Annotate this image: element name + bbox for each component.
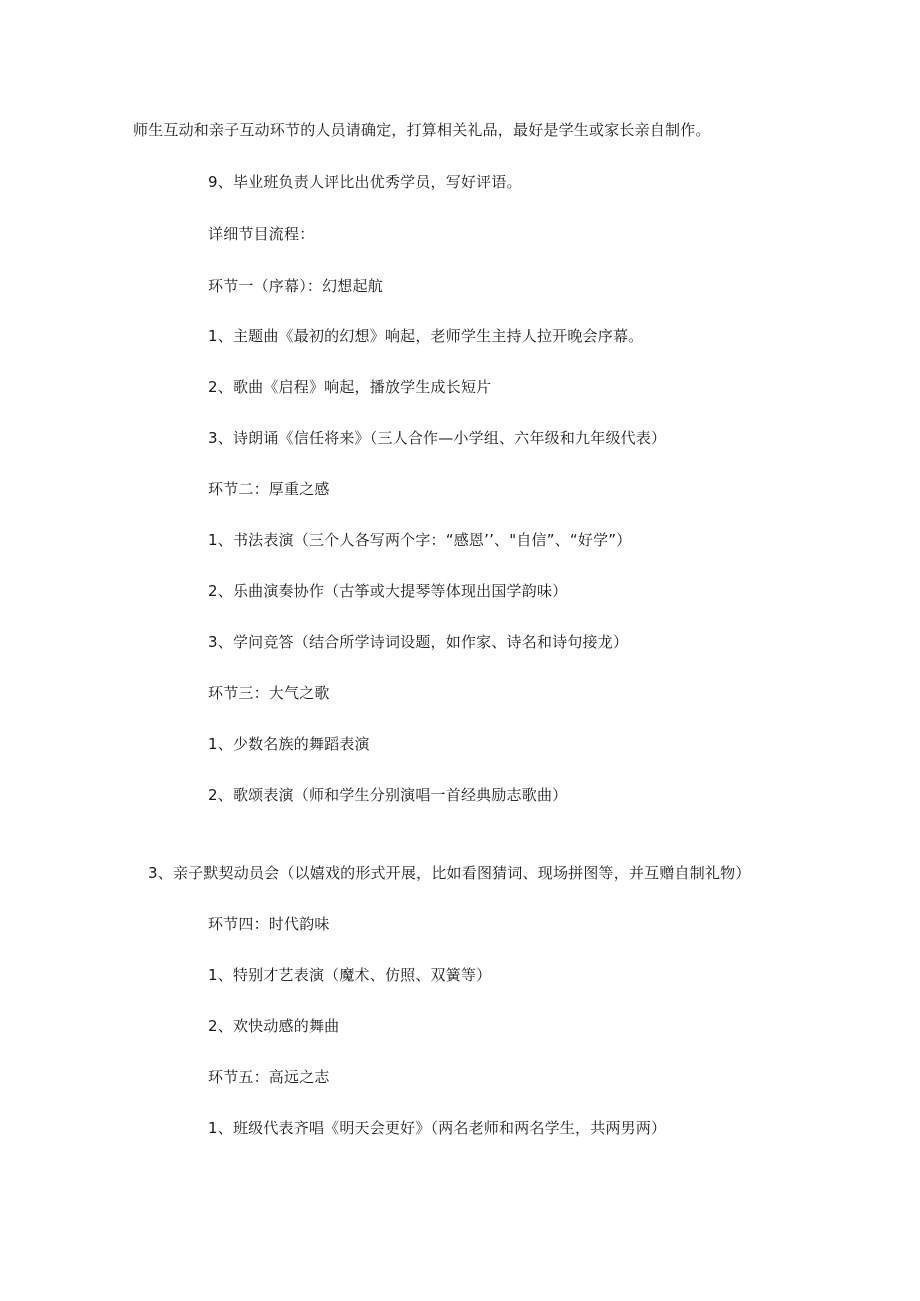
list-item: 3、学问竞答（结合所学诗词设题，如作家、诗名和诗句接龙） — [208, 633, 629, 651]
list-item: 1、特别才艺表演（魔术、仿照、双簧等） — [208, 966, 492, 984]
section-heading: 环节一（序幕）：幻想起航 — [208, 277, 383, 295]
list-item: 2、歌曲《启程》响起，播放学生成长短片 — [208, 378, 492, 396]
paragraph-line: 师生互动和亲子互动环节的人员请确定，打算相关礼品，最好是学生或家长亲自制作。 — [133, 121, 711, 139]
section-heading: 详细节目流程： — [208, 225, 315, 243]
paragraph-line: 9、毕业班负责人评比出优秀学员，写好评语。 — [208, 173, 522, 191]
list-item: 3、诗朗诵《信任将来》（三人合作—小学组、六年级和九年级代表） — [208, 429, 667, 447]
list-item: 3、亲子默契动员会（以嬉戏的形式开展，比如看图猜词、现场拼图等，并互赠自制礼物） — [148, 864, 751, 882]
list-item: 1、班级代表齐唱《明天会更好》（两名老师和两名学生，共两男两） — [208, 1119, 667, 1137]
list-item: 1、少数名族的舞蹈表演 — [208, 735, 370, 753]
section-heading: 环节二：厚重之感 — [208, 480, 330, 498]
list-item: 1、主题曲《最初的幻想》响起，老师学生主持人拉开晚会序幕。 — [208, 327, 644, 345]
section-heading: 环节四：时代韵味 — [208, 915, 330, 933]
list-item: 2、歌颂表演（师和学生分别演唱一首经典励志歌曲） — [208, 786, 568, 804]
list-item: 1、书法表演（三个人各写两个字：“感恩’’、"自信”、“好学”） — [208, 531, 632, 549]
list-item: 2、欢快动感的舞曲 — [208, 1017, 340, 1035]
list-item: 2、乐曲演奏协作（古筝或大提琴等体现出国学韵味） — [208, 582, 568, 600]
section-heading: 环节三：大气之歌 — [208, 684, 330, 702]
section-heading: 环节五：高远之志 — [208, 1068, 330, 1086]
